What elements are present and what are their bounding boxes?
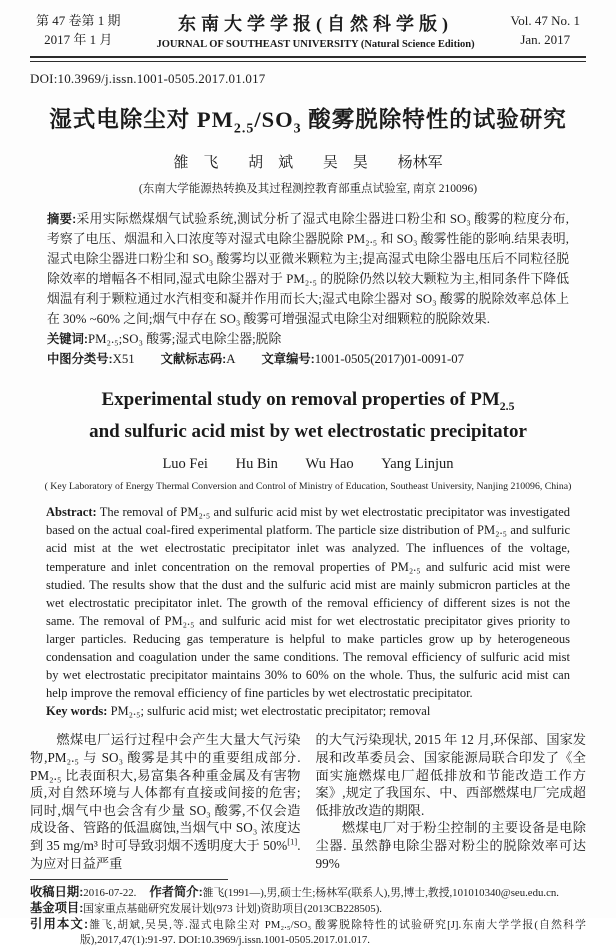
volume-issue-cn: 第 47 卷第 1 期	[36, 12, 121, 28]
keywords-en-line	[46, 702, 570, 720]
body-text-run: 燃煤电厂运行过程中会产生大量大气污染物,PM₂.₅ 与 SO₃ 酸雾是其中的重要组成部分. PM₂.₅ 比表面积大,易富集各种重金属及有害物质,对自然环境与人体都有直接或间接的危害;同时,烟气中也会含有少量 SO₃ 酸雾,不仅会造成设备、管路的低温腐蚀,当烟气中 SO₃ 浓度达到 35 mg/m³ 时可导致羽烟不透明度大于 50%	[30, 732, 301, 853]
received-date-label: 收稿日期:	[30, 885, 84, 900]
keywords-label-en: Key words:	[46, 704, 108, 719]
body-text	[30, 731, 586, 872]
cite-text: 雒飞,胡斌,吴昊,等.湿式电除尘对 PM₂.₅/SO₃ 酸雾脱除特性的试验研究[J].东南大学学报(自然科学版),2017,47(1):91-97. DOI:10.3969/j.issn.1001-0505.2017.01.017.	[80, 919, 586, 947]
issue-info-cn	[36, 11, 121, 50]
body-paragraph-1-continued: 的大气污染现状, 2015 年 12 月,环保部、国家发展和改革委员会、国家能源局联合印发了《全面实施燃煤电厂超低排放和节能改造工作方案》,规定了我国东、中、西部燃煤电厂完成超低排放改造的期限.	[315, 732, 586, 818]
title-en-line2: and sulfuric acid mist by wet electrostatic precipitator	[89, 421, 527, 443]
abstract-label-en: Abstract:	[46, 505, 97, 520]
volume-issue-en: Vol. 47 No. 1	[510, 12, 580, 28]
author-name-en: Hu Bin	[235, 456, 278, 473]
cite-label: 引用本文:	[30, 917, 89, 932]
clc-label: 中图分类号:	[47, 351, 113, 366]
fund-label: 基金项目:	[30, 901, 84, 916]
footnote-block	[30, 879, 586, 948]
masthead	[30, 8, 586, 53]
author-name-cn: 雒 飞	[173, 154, 219, 171]
abstract-cn-text: 采用实际燃煤烟气试验系统,测试分析了湿式电除尘器进口粉尘和 SO₃ 酸雾的粒度分布,考察了电压、烟温和入口浓度等对湿式电除尘器脱除 PM₂.₅ 和 SO₃ 酸雾性能的影响.结果表明,湿式电除尘器进口粉尘和 SO₃ 酸雾均以亚微米颗粒为主;提高湿式电除尘器电压后不同粒径脱除效率的增幅各不相同,湿式电除尘器对于 PM₂.₅ 的脱除仍然以较大颗粒为主,相同条件下降低烟温有利于颗粒通过水汽相变和凝并作用而长大;湿式电除尘器对 SO₃ 酸雾的脱除效率总体上在 30% ~60% 之间;烟气中存在 SO₃ 酸雾可增强湿式电除尘对细颗粒的脱除效果.	[47, 211, 569, 326]
title-cn-subscript-pm: 2.5	[233, 121, 255, 137]
doc-code-label: 文献标志码:	[160, 351, 227, 366]
journal-name-en: JOURNAL OF SOUTHEAST UNIVERSITY (Natural Science Edition)	[156, 39, 475, 50]
doi-line: DOI:10.3969/j.issn.1001-0505.2017.01.017	[30, 71, 266, 86]
article-id-label: 文章编号:	[261, 351, 315, 366]
received-date-value: 2016-07-22.	[83, 887, 137, 900]
keywords-cn-text: PM₂.₅;SO₃ 酸雾;湿式电除尘器;脱除	[88, 331, 282, 346]
author-name-en: Luo Fei	[162, 456, 208, 473]
masthead-divider	[30, 56, 586, 62]
footnote-citation-line	[30, 917, 586, 948]
body-text-run: . 为应对日益严重	[30, 837, 301, 871]
title-cn-text: 酸雾脱除特性的试验研究	[301, 107, 567, 132]
keywords-cn-line	[47, 329, 569, 349]
title-en-subscript-pm: 2.5	[499, 399, 515, 413]
abstract-en-block	[46, 503, 570, 720]
clc-value: X51	[112, 351, 135, 366]
classification-line	[47, 349, 569, 369]
abstract-en-paragraph	[46, 503, 570, 702]
article-id-value: 1001-0505(2017)01-0091-07	[314, 351, 465, 366]
abstract-en-text: The removal of PM₂.₅ and sulfuric acid mist by wet electrostatic precipitator was investigated based on the actual coal-fired experimental platform. The particle size distribution of PM₂.₅ and sulfuric acid mist at the wet electrostatic precipitator inlet was analyzed. The influences of the voltage, temperature and inlet concentration on the removal properties of PM₂.₅ and sulfuric acid mist were studied. The results show that the dust and the sulfuric acid mist are mainly submicron particles at the wet electrostatic precipitator inlet. The growth of the removal efficiency of different sizes is not the same. The removal of PM₂.₅ and sulfuric acid mist for wet electrostatic precipitator gives priority to larger particles. Reducing gas temperature is helpful to make particles grow up by heterogeneous condensation and coagulation under the same conditions. The removal efficiency of sulfuric acid mist by wet electrostatic precipitator maintains 30% to 60% on the whole. Thus, the sulfuric acid mist can help improve the removal efficiency of fine particles by wet electrostatic precipitator.	[46, 505, 570, 701]
doc-code-value: A	[226, 351, 236, 366]
author-name-cn: 吴 昊	[322, 154, 368, 171]
authors-en	[30, 456, 586, 473]
footnote-fund-line	[30, 901, 586, 917]
abstract-cn-block	[47, 209, 569, 369]
affiliation-en: ( Key Laboratory of Energy Thermal Conversion and Control of Ministry of Education, Southeast University, Nanjing 210096, China)	[44, 481, 572, 493]
abstract-label-cn: 摘要:	[47, 211, 77, 226]
body-paragraph-2: 燃煤电厂对于粉尘控制的主要设备是电除尘器. 虽然静电除尘器对粉尘的脱除效率可达 99%	[315, 820, 586, 871]
citation-ref-1: [1]	[287, 836, 298, 847]
author-name-en: Yang Linjun	[381, 456, 454, 473]
title-cn-text: /SO	[254, 107, 294, 132]
title-cn-subscript-so: 3	[293, 121, 302, 137]
footnote-divider	[30, 879, 228, 880]
article-title-en	[30, 387, 586, 446]
title-en-line1	[101, 388, 515, 413]
author-bio-label: 作者简介:	[149, 885, 203, 900]
author-name-cn: 胡 斌	[248, 154, 294, 171]
author-name-en: Wu Hao	[305, 456, 354, 473]
journal-title-block	[156, 10, 474, 50]
authors-cn	[30, 151, 586, 172]
date-en: Jan. 2017	[520, 32, 571, 47]
title-cn-text: 湿式电除尘对 PM	[49, 107, 234, 132]
body-paragraph-1	[30, 731, 301, 872]
abstract-cn-paragraph	[47, 209, 569, 329]
keywords-en-text: PM₂.₅; sulfuric acid mist; wet electrostatic precipitator; removal	[110, 704, 431, 719]
body-column-right	[316, 731, 587, 872]
author-name-cn: 杨林军	[397, 154, 443, 171]
fund-text: 国家重点基础研究发展计划(973 计划)资助项目(2013CB228505).	[83, 903, 383, 916]
footnote-received-line	[30, 885, 586, 901]
body-column-left	[30, 731, 301, 872]
issue-info-en	[511, 11, 580, 50]
title-en-text: Experimental study on removal properties of PM	[101, 388, 500, 410]
article-title-cn	[30, 102, 586, 138]
author-bio-text: 雒飞(1991—),男,硕士生;杨林军(联系人),男,博士,教授,101010340@seu.edu.cn.	[202, 887, 559, 900]
journal-name-cn: 东南大学学报(自然科学版)	[178, 14, 454, 34]
affiliation-cn: (东南大学能源热转换及其过程测控教育部重点试验室, 南京 210096)	[138, 182, 478, 195]
keywords-label-cn: 关键词:	[47, 331, 88, 346]
date-cn: 2017 年 1 月	[44, 32, 113, 47]
